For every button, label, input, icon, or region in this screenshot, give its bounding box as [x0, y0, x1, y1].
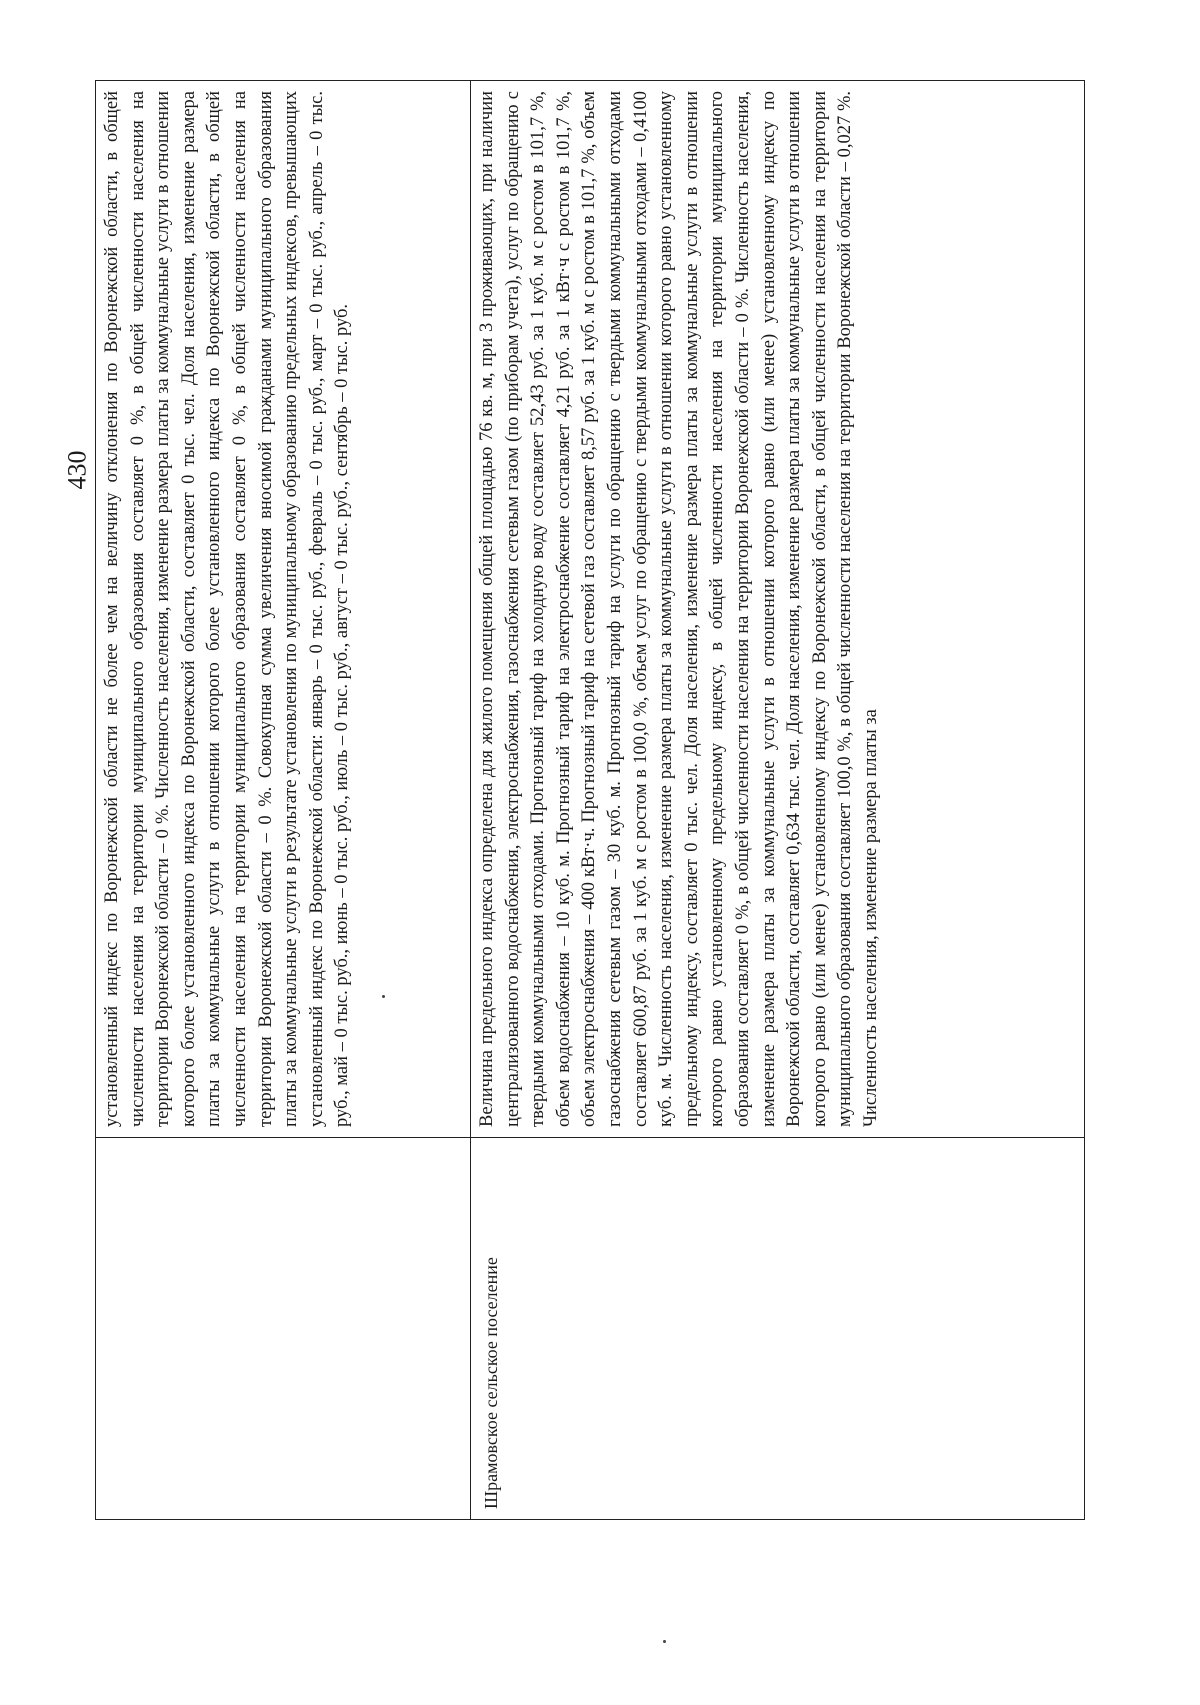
table-row	[96, 81, 471, 1519]
scan-speck	[663, 1640, 666, 1643]
scan-speck	[382, 995, 385, 998]
municipality-name-cell: Шрамовское сельское поселение	[471, 1137, 1084, 1519]
table-row	[471, 81, 1084, 1519]
rotated-table-wrapper	[95, 80, 1085, 1520]
page-number: 430	[62, 450, 92, 490]
index-description-cell: установленный индекс по Воронежской области не более чем на величину отклонения по Воронежской области, в общей численности населения на территории муниципального образования составляет 0 %, в общей численности населения на территории Воронежской области – 0 %. Численность населения, изменение размера платы за коммунальные услуги в отношении которого более установленного индекса по Воронежской области, составляет 0 тыс. чел. Доля населения, изменение размера платы за коммунальные услуги в отношении которого более установленного индекса по Воронежской области, в общей численности населения на территории муниципального образования составляет 0 %, в общей численности населения на территории Воронежской области – 0 %. Совокупная сумма увеличения вносимой гражданами муниципального образования платы за коммунальные услуги в результате установления по муниципальному образованию предельных индексов, превышающих установленный индекс по Воронежской области: январь – 0 тыс. руб., февраль – 0 тыс. руб., март – 0 тыс. руб., апрель – 0 тыс. руб., май – 0 тыс. руб., июнь – 0 тыс. руб., июль – 0 тыс. руб., август – 0 тыс. руб., сентябрь – 0 тыс. руб.	[102, 91, 353, 1127]
municipality-name-cell	[96, 1137, 470, 1519]
municipal-index-table	[95, 80, 1085, 1520]
index-description-cell: Величина предельного индекса определена для жилого помещения общей площадью 76 кв. м, при 3 проживающих, при наличии централизованного водоснабжения, электроснабжения, газоснабжения сетевым газом (по приборам учета), услуг по обращению с твердыми коммунальными отходами. Прогнозный тариф на холодную воду составляет 52,43 руб. за 1 куб. м с ростом в 101,7 %, объем водоснабжения – 10 куб. м. Прогнозный тариф на электроснабжение составляет 4,21 руб. за 1 кВт·ч с ростом в 101,7 %, объем электроснабжения – 400 кВт·ч. Прогнозный тариф на сетевой газ составляет 8,57 руб. за 1 куб. м с ростом в 101,7 %, объем газоснабжения сетевым газом – 30 куб. м. Прогнозный тариф на услуги по обращению с твердыми коммунальными отходами составляет 600,87 руб. за 1 куб. м с ростом в 100,0 %, объем услуг по обращению с твердыми коммунальными отходами – 0,4100 куб. м. Численность населения, изменение размера платы за коммунальные услуги в отношении которого равно установленному предельному индексу, составляет 0 тыс. чел. Доля населения, изменение размера платы за коммунальные услуги в отношении которого равно установленному предельному индексу, в общей численности населения на территории муниципального образования составляет 0 %, в общей численности населения на территории Воронежской области – 0 %. Численность населения, изменение размера платы за коммунальные услуги в отношении которого равно (или менее) установленному индексу по Воронежской области, составляет 0,634 тыс. чел. Доля населения, изменение размера платы за коммунальные услуги в отношении которого равно (или менее) установленному индексу по Воронежской области, в общей численности населения на территории муниципального образования составляет 100,0 %, в общей численности населения на территории Воронежской области – 0,027 %. Численность населения, изменение размера платы за	[477, 91, 881, 1127]
